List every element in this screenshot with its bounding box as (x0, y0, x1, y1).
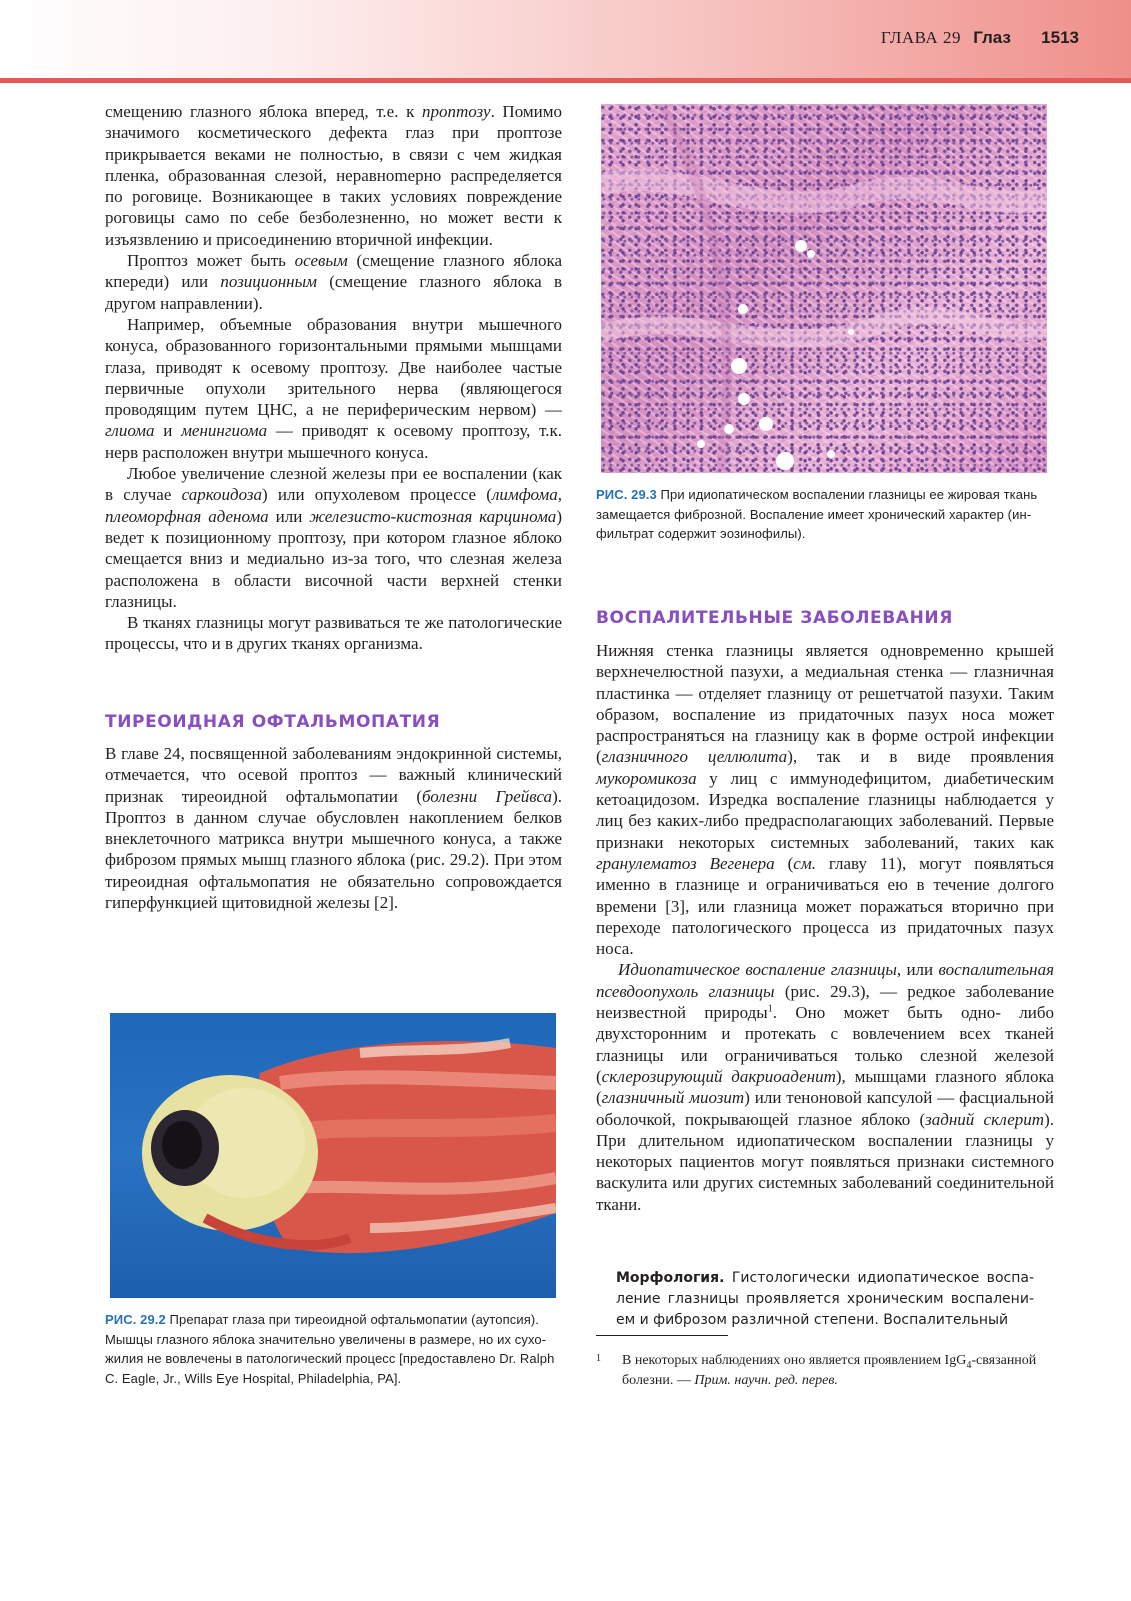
paragraph (105, 463, 562, 612)
text-run: ) или теноновой капсулой — фасциальной оболочкой, покрывающей глазное яблоко ( (596, 1088, 1054, 1129)
text-run: ) ведет к позиционному проптозу, при котором глазное яблоко смещается вниз и медиально из-за того, что слезная железа расположена в области височной части верхней стенки глазницы. (105, 506, 562, 611)
chapter-number: ГЛАВА 29 (880, 28, 961, 47)
morphology-paragraph (616, 1268, 1034, 1331)
left-column-section (105, 743, 562, 913)
italic-term: менингиома (181, 421, 268, 441)
text-run: В некоторых наблюдениях оно является проявлением IgG (622, 1353, 967, 1368)
paragraph (105, 250, 562, 314)
chapter-title: Глаз (973, 28, 1011, 47)
caption-text: При идиопатическом воспалении глазницы ее жировая ткань замещается фиброзной. Воспаление имеет хронический характер (инфильтрат содержит эозинофилы). (596, 487, 1038, 541)
italic-term: гранулематоз Вегенера (596, 853, 775, 873)
footnote-rule (596, 1335, 728, 1336)
paragraph (596, 640, 1054, 959)
text-run: Проптоз может быть (127, 251, 295, 271)
text-run: (смещение глазного яблока в другом направлении). (105, 272, 562, 313)
text-run: — приводят к осевому проптозу, т.к. нерв расположен внутри мышечного конуса. (105, 421, 562, 462)
page-number: 1513 (1041, 28, 1079, 47)
paragraph (105, 743, 562, 913)
paragraph (105, 612, 562, 655)
figure-29-2-caption (105, 1310, 562, 1388)
figure-29-2-image (110, 1013, 556, 1298)
eye-specimen-drawing (110, 1013, 556, 1298)
right-column (596, 640, 1054, 1215)
left-column (105, 101, 562, 655)
footnote-ref: 1 (767, 1003, 773, 1015)
text-run: ), так и в виде проявления (787, 747, 1054, 767)
italic-term: осевым (294, 251, 348, 271)
italic-term: воспалительная псевдоопухоль глазницы (596, 960, 1054, 1001)
figure-29-3-image (601, 104, 1047, 473)
section-heading-thyroid: ТИРЕОИДНАЯ ОФТАЛЬМОПАТИЯ (105, 712, 441, 732)
figure-29-3-caption (596, 485, 1054, 544)
italic-term: глиома (105, 421, 155, 441)
running-header (0, 0, 1131, 83)
text-run: (смещение глазного яблока кпереди) или (105, 251, 562, 292)
italic-term: см. (793, 853, 816, 873)
italic-term: лимфома, плеоморфная аденома (105, 485, 563, 526)
text-run: ) или опухолевом процессе ( (262, 485, 492, 505)
paragraph (596, 959, 1054, 1215)
paragraph (105, 314, 562, 463)
caption-text: Препарат глаза при тиреоидной офтальмопатии (аутопсия). Мышцы глазного яблока значительно увеличены в размере, но их сухожилия не вовлечены в патологический процесс [предоставлено Dr. Ralph C. Eagle, Jr., Wills Eye Hospital, Philadelphia, PA]. (105, 1312, 555, 1386)
italic-term: саркоидоза (181, 485, 263, 505)
italic-term: склерозирующий дакриоаденит (601, 1066, 836, 1086)
italic-term: глазничного целлюлита (601, 747, 788, 767)
text-run: В тканях глазницы могут развиваться те же патологические процессы, что и в других тканях организма. (105, 613, 562, 654)
text-run: главу 11), могут появляться именно в глазнице и ограничиваться ею в течение долгого времени [3], или глазница может поражаться вторично при переходе патологического процесса из придаточных пазух носа. (596, 853, 1054, 959)
text-run: смещению глазного яблока вперед, т.е. к (105, 102, 422, 121)
paragraph (105, 101, 562, 250)
header-text (881, 28, 1079, 48)
italic-term: позиционным (220, 272, 317, 292)
histology-micrograph-drawing (601, 104, 1047, 473)
text-run: Например, объемные образования внутри мышечного конуса, образованного горизонтальными прямыми мышцами глаза, приводят к осевому проптозу. Две наиболее частые первичные опухоли зрительного нерва (являющегося проводящим путем ЦНС, а не периферическим нервом) — (105, 314, 562, 420)
text-run: -связанной болезни. — (622, 1353, 1037, 1388)
text-run: ). При длительном идиопатическом воспалении глазницы у некоторых пациентов могут появляться признаки системного васкулита или других системных заболеваний соединительной ткани. (596, 1109, 1054, 1214)
text-run: или (268, 506, 310, 526)
footnote-number: 1 (596, 1353, 601, 1364)
italic-term: проптозу (421, 102, 491, 121)
text-run: ), мышцами глазного яблока ( (596, 1066, 1054, 1108)
text-run: Любое увеличение слезной железы при ее воспалении (как в случае (105, 464, 562, 505)
text-run: ). Проптоз в данном случае обусловлен накоплением белков внеклеточного матрикса внутри мышечного конуса, а также фиброзом прямых мышц глазного яблока (рис. 29.2). При этом тиреоидная офтальмопатия не обязательно сопровождается гиперфункцией щитовидной железы [2]. (105, 786, 562, 913)
section-heading-inflammatory: ВОСПАЛИТЕЛЬНЫЕ ЗАБОЛЕВАНИЯ (596, 608, 953, 628)
subscript: 4 (966, 1359, 972, 1371)
footnote-text (596, 1351, 1054, 1391)
italic-term: мукоромикоза (596, 768, 697, 788)
text-run: . Оно может быть одно- либо двухсторонним и протекать с вовлечением всех тканей глазницы или ограничиваться только слезной железой ( (596, 1003, 1054, 1086)
morphology-text: Гистологически идиопатическое воспаление глазницы проявляется хроническим воспалением и фиброзом различной степени. Воспалительный (616, 1270, 1034, 1328)
footnote (596, 1351, 1054, 1391)
italic-term: болезни Грейвса (421, 786, 553, 806)
text-run: ( (774, 853, 794, 873)
morphology-label: Морфология. (616, 1270, 725, 1286)
figure-label: РИС. 29.3 (596, 487, 657, 502)
text-run: В главе 24, посвященной заболеваниям эндокринной системы, отмечается, что осевой проптоз — важный клинический признак тиреоидной офтальмопатии ( (105, 744, 562, 806)
italic-term: Прим. научн. ред. перев. (694, 1373, 838, 1388)
text-run: Нижняя стенка глазницы является одновременно крышей верхнечелюстной пазухи, а медиальная стенка — глазничная пластинка — отделяет глазницу от решетчатой пазухи. Таким образом, воспаление из придаточных пазух носа может распространяться на глазницу как в форме острой инфекции ( (596, 641, 1054, 767)
figure-label: РИС. 29.2 (105, 1312, 166, 1327)
text-run: у лиц с иммунодефицитом, диабетическим кетоацидозом. Изредка воспаление глазницы наблюдается у лиц без каких-либо предрасполагающих заболеваний. Первые признаки некоторых системных заболеваний, таких как (596, 768, 1054, 852)
text-run: , или (896, 960, 939, 980)
italic-term: глазничный миозит (601, 1088, 745, 1108)
italic-term: железисто-кистозная карцинома (309, 506, 557, 526)
text-run: (рис. 29.3), — редкое заболевание неизвестной природы (596, 981, 1054, 1023)
text-run: . Помимо значимого косметического дефекта глаз при проптозе прикрывается веками не полностью, в связи с чем жидкая пленка, образованная слезой, неравноmерно распределяется по роговице. Возникающее в таких условиях повреждение роговицы само по себе безболезненно, но может вести к изъязвлению и присоединению вторичной инфекции. (105, 102, 562, 249)
text-run: и (154, 421, 182, 441)
italic-term: Идиопатическое воспаление глазницы (618, 960, 897, 980)
italic-term: задний склерит (925, 1109, 1045, 1129)
